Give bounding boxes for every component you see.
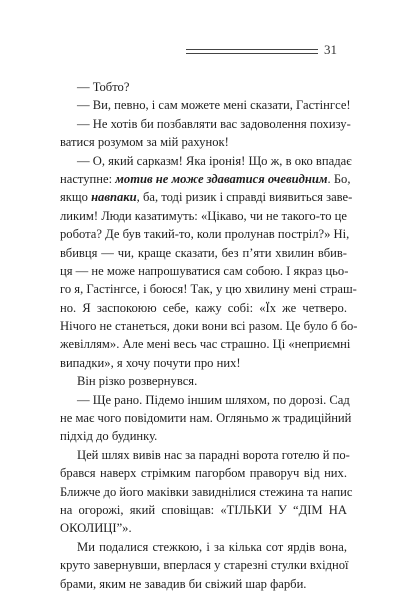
text-line: на огорожі, який сповіщав: «ТІЛЬКИ У “ДІМ НА bbox=[60, 502, 347, 517]
text-line: жевіллям». Але мені весь час страшно. Ці «неприємні bbox=[60, 337, 351, 352]
text-line bbox=[60, 170, 351, 188]
text-segment: якщо bbox=[60, 190, 92, 205]
text-line: брався наверх стрімким пагорбом праворуч від них. bbox=[60, 466, 347, 481]
text-segment: , ба, тоді ризик і справді виявиться заве- bbox=[136, 190, 353, 205]
text-line: Він різко розвернувся. bbox=[77, 374, 198, 389]
text-line: — Ви, певно, і сам можете мені сказати, Гастінгсе! bbox=[77, 98, 351, 113]
header-rule-bottom bbox=[186, 53, 318, 54]
text-line: — Ще рано. Підемо іншим шляхом, по дорозі. Сад bbox=[77, 392, 350, 407]
text-line: ця — не може напрошуватися сам собою. І якраз цьо- bbox=[60, 263, 349, 278]
text-line: — Не хотів би позбавляти вас задоволення похизу- bbox=[77, 116, 351, 131]
text-line: Ближче до його маківки завиднілися стежина та напис bbox=[60, 484, 353, 499]
text-line: вбивця — чи, краще сказати, без п’яти хвилин вбив- bbox=[60, 245, 347, 260]
text-line: не має чого повідомити нам. Огляньмо ж традиційний bbox=[60, 411, 352, 426]
text-segment: . Бо, bbox=[327, 171, 351, 186]
text-line: підхід до будинку. bbox=[60, 429, 158, 444]
text-line: го я, Гастінгсе, і боюся! Так, у цю хвилину мені страш- bbox=[60, 282, 357, 297]
header-rule-top bbox=[186, 49, 318, 50]
emphasis-text: мотив не може здаватися очевидним bbox=[115, 171, 328, 186]
text-line: ликим! Люди казатимуть: «Цікаво, чи не такого-то це bbox=[60, 208, 347, 223]
text-line: Цей шлях вивів нас за парадні ворота готелю й по- bbox=[77, 447, 350, 462]
text-line bbox=[60, 188, 353, 206]
text-line: робота? Де був такий-то, коли пролунав постріл?» Ні, bbox=[60, 227, 350, 242]
text-line: Ми подалися стежкою, і за кілька сот ярдів вона, bbox=[77, 539, 347, 554]
text-line: — О, який сарказм! Яка іронія! Що ж, в око впадає bbox=[77, 153, 352, 168]
text-line: но. Я заспокоюю себе, кажу собі: «Їх же четверо. bbox=[60, 300, 347, 315]
text-line: ватися розумом за мій рахунок! bbox=[60, 135, 229, 150]
body-text bbox=[60, 78, 358, 593]
emphasis-text: навпаки bbox=[91, 190, 137, 205]
text-line: випадки», я хочу почути про них! bbox=[60, 355, 241, 370]
text-line: — Тобто? bbox=[77, 80, 130, 94]
text-segment: наступне: bbox=[60, 171, 116, 186]
text-line: ОКОЛИЦІ”». bbox=[60, 521, 132, 536]
text-line: круто завернувши, вперлася у старезні стулки вхідної bbox=[60, 558, 349, 573]
page-number: 31 bbox=[324, 42, 337, 57]
text-line: Нічого не станеться, доки вони всі разом. Це було б бо- bbox=[60, 319, 358, 334]
text-line: брами, яким не завадив би свіжий шар фарби. bbox=[60, 576, 307, 591]
